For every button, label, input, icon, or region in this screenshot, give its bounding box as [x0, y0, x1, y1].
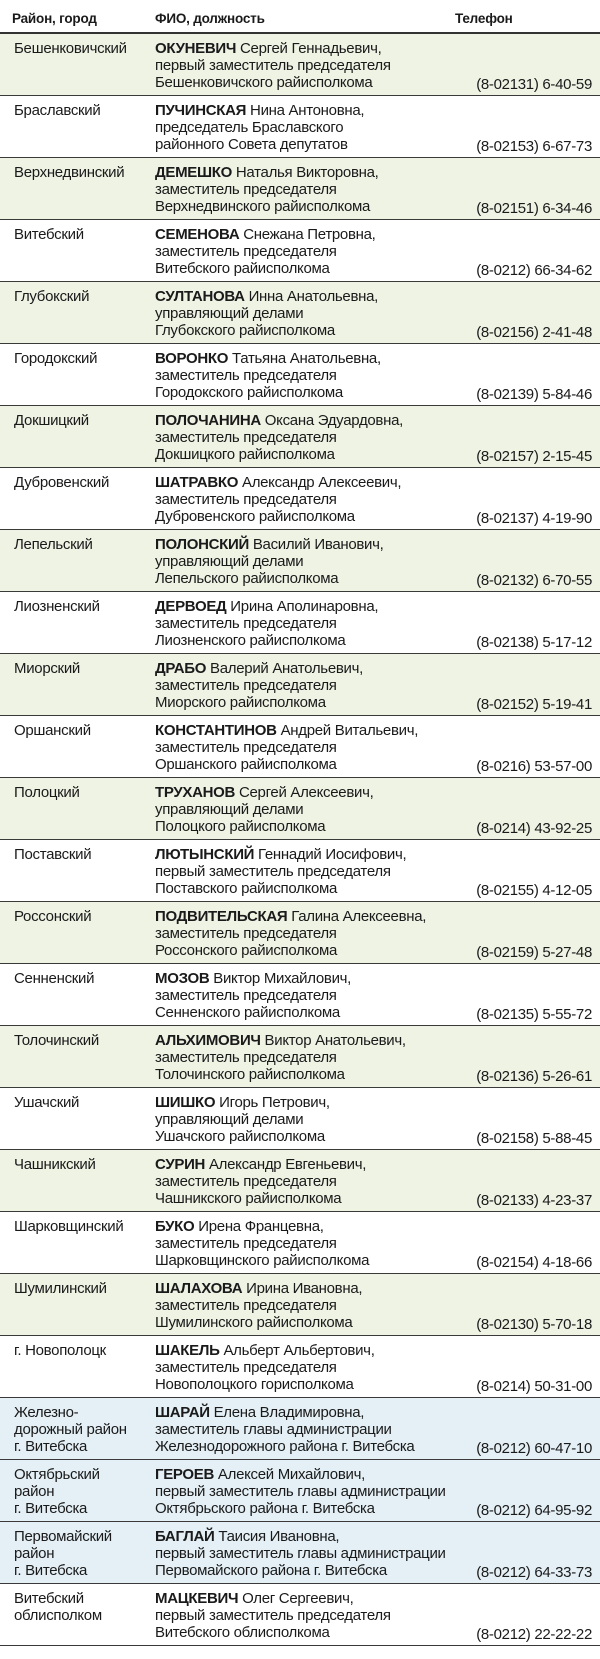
table-row: [0, 902, 600, 964]
position-line-1: заместитель председателя: [155, 1297, 337, 1314]
position-line-1: управляющий делами: [155, 1111, 304, 1128]
position-line-1: заместитель председателя: [155, 1235, 337, 1252]
position-line-1: председатель Браславского: [155, 119, 344, 136]
phone-cell: (8-02132) 6-70-55: [476, 572, 592, 589]
position-line-1: первый заместитель председателя: [155, 1607, 391, 1624]
person-given-name: Василий Иванович: [252, 536, 380, 553]
person-surname: ДРАБО: [155, 660, 207, 677]
district-cell: Первомайский район г. Витебска: [14, 1528, 112, 1579]
table-row: [0, 654, 600, 716]
person-cell: [155, 598, 455, 649]
district-cell: Октябрьский район г. Витебска: [14, 1466, 100, 1517]
phone-cell: (8-02137) 4-19-90: [476, 510, 592, 527]
district-cell: Витебский: [14, 226, 84, 243]
position-line-2: Лиозненского райисполкома: [155, 632, 346, 649]
district-cell: Толочинский: [14, 1032, 99, 1049]
district-cell: Полоцкий: [14, 784, 80, 801]
person-given-name: Игорь Петрович: [219, 1094, 326, 1111]
position-line-2: Городокского райисполкома: [155, 384, 343, 401]
table-row: [0, 1522, 600, 1584]
person-given-name: Галина Алексеевна: [291, 908, 423, 925]
person-cell: [155, 660, 455, 711]
person-cell: [155, 1094, 455, 1145]
position-line-2: Полоцкого райисполкома: [155, 818, 326, 835]
person-name: КОНСТАНТИНОВ Андрей Витальевич,: [155, 722, 419, 739]
person-name: БАГЛАЙ Таисия Ивановна,: [155, 1528, 340, 1545]
position-line-1: управляющий делами: [155, 801, 304, 818]
position-line-2: Чашникского райисполкома: [155, 1190, 342, 1207]
person-given-name: Елена Владимировна: [213, 1404, 361, 1421]
position-line-1: заместитель председателя: [155, 1173, 337, 1190]
position-line-2: Октябрьского района г. Витебска: [155, 1500, 375, 1517]
table-row: [0, 964, 600, 1026]
district-cell: Глубокский: [14, 288, 90, 305]
position-line-2: Витебского райисполкома: [155, 260, 330, 277]
person-cell: [155, 784, 455, 835]
phone-cell: (8-02131) 6-40-59: [476, 76, 592, 93]
position-line-1: первый заместитель председателя: [155, 57, 391, 74]
person-name: ОКУНЕВИЧ Сергей Геннадьевич,: [155, 40, 382, 57]
position-line-2: районного Совета депутатов: [155, 136, 348, 153]
person-given-name: Оксана Эдуардовна: [264, 412, 400, 429]
person-given-name: Ирена Францевна: [198, 1218, 320, 1235]
person-given-name: Ирина Ивановна: [246, 1280, 359, 1297]
district-cell: Браславский: [14, 102, 101, 119]
person-given-name: Андрей Витальевич: [280, 722, 415, 739]
person-given-name: Сергей Геннадьевич: [240, 40, 378, 57]
person-name: СЕМЕНОВА Снежана Петровна,: [155, 226, 376, 243]
phone-cell: (8-02152) 5-19-41: [476, 696, 592, 713]
district-cell: Миорский: [14, 660, 80, 677]
district-cell: Поставский: [14, 846, 92, 863]
district-cell: Шумилинский: [14, 1280, 107, 1297]
position-line-1: первый заместитель председателя: [155, 863, 391, 880]
person-given-name: Сергей Алексеевич: [238, 784, 370, 801]
position-line-2: Шарковщинского райисполкома: [155, 1252, 370, 1269]
person-name: ДЕМЕШКО Наталья Викторовна,: [155, 164, 379, 181]
table-row: [0, 406, 600, 468]
person-surname: СЕМЕНОВА: [155, 226, 240, 243]
person-surname: ШАКЕЛЬ: [155, 1342, 220, 1359]
person-surname: ВОРОНКО: [155, 350, 229, 367]
person-given-name: Алексей Михайлович: [217, 1466, 362, 1483]
person-surname: ПОДВИТЕЛЬСКАЯ: [155, 908, 288, 925]
person-given-name: Александр Алексеевич: [241, 474, 398, 491]
position-line-2: Глубокского райисполкома: [155, 322, 335, 339]
person-name: ШАЛАХОВА Ирина Ивановна,: [155, 1280, 363, 1297]
district-cell: Ушачский: [14, 1094, 80, 1111]
district-cell: Докшицкий: [14, 412, 89, 429]
table-body: [0, 34, 600, 1646]
position-line-2: Оршанского райисполкома: [155, 756, 337, 773]
position-line-2: Толочинского райисполкома: [155, 1066, 345, 1083]
table-row: [0, 530, 600, 592]
person-surname: ДЕМЕШКО: [155, 164, 232, 181]
person-surname: ШИШКО: [155, 1094, 216, 1111]
position-line-1: заместитель председателя: [155, 181, 337, 198]
position-line-2: Ушачского райисполкома: [155, 1128, 325, 1145]
position-line-1: заместитель председателя: [155, 739, 337, 756]
person-name: БУКО Ирена Францевна,: [155, 1218, 324, 1235]
table-row: [0, 1398, 600, 1460]
position-line-1: управляющий делами: [155, 553, 304, 570]
position-line-2: Бешенковичского райисполкома: [155, 74, 373, 91]
phone-cell: (8-02139) 5-84-46: [476, 386, 592, 403]
position-line-1: заместитель председателя: [155, 491, 337, 508]
position-line-1: заместитель председателя: [155, 367, 337, 384]
table-row: [0, 34, 600, 96]
phone-cell: (8-02155) 4-12-05: [476, 882, 592, 899]
person-name: ШАТРАВКО Александр Алексеевич,: [155, 474, 402, 491]
phone-cell: (8-0212) 64-33-73: [476, 1564, 592, 1581]
person-name: ПОЛОНСКИЙ Василий Иванович,: [155, 536, 384, 553]
phone-cell: (8-0214) 43-92-25: [476, 820, 592, 837]
phone-cell: (8-02157) 2-15-45: [476, 448, 592, 465]
table-row: [0, 1584, 600, 1646]
person-given-name: Валерий Анатольевич: [210, 660, 360, 677]
position-line-1: заместитель председателя: [155, 925, 337, 942]
position-line-2: Верхнедвинского райисполкома: [155, 198, 371, 215]
district-cell: Городокский: [14, 350, 98, 367]
person-surname: ЛЮТЫНСКИЙ: [155, 846, 255, 863]
district-cell: Бешенковичский: [14, 40, 127, 57]
person-cell: [155, 1218, 455, 1269]
position-line-2: Сенненского райисполкома: [155, 1004, 340, 1021]
person-name: МАЦКЕВИЧ Олег Сергеевич,: [155, 1590, 354, 1607]
person-cell: [155, 1156, 455, 1207]
district-cell: Дубровенский: [14, 474, 110, 491]
person-name: ВОРОНКО Татьяна Анатольевна,: [155, 350, 381, 367]
phone-cell: (8-02130) 5-70-18: [476, 1316, 592, 1333]
person-cell: [155, 970, 455, 1021]
phone-cell: (8-02154) 4-18-66: [476, 1254, 592, 1271]
person-cell: [155, 722, 455, 773]
person-cell: [155, 350, 455, 401]
person-given-name: Наталья Викторовна: [235, 164, 375, 181]
person-name: ШАРАЙ Елена Владимировна,: [155, 1404, 365, 1421]
position-line-2: Миорского райисполкома: [155, 694, 326, 711]
person-cell: [155, 288, 455, 339]
person-name: СУРИН Александр Евгеньевич,: [155, 1156, 367, 1173]
position-line-2: Железнодорожного района г. Витебска: [155, 1438, 415, 1455]
header-district: Район, город: [12, 11, 97, 26]
person-surname: ДЕРВОЕД: [155, 598, 227, 615]
position-line-2: Новополоцкого горисполкома: [155, 1376, 354, 1393]
position-line-2: Первомайского района г. Витебска: [155, 1562, 387, 1579]
person-name: ГЕРОЕВ Алексей Михайлович,: [155, 1466, 365, 1483]
position-line-2: Россонского райисполкома: [155, 942, 338, 959]
person-cell: [155, 412, 455, 463]
table-row: [0, 592, 600, 654]
district-cell: Россонский: [14, 908, 92, 925]
table-row: [0, 1460, 600, 1522]
person-surname: ТРУХАНОВ: [155, 784, 236, 801]
table-row: [0, 468, 600, 530]
person-given-name: Татьяна Анатольевна: [232, 350, 377, 367]
person-given-name: Снежана Петровна: [243, 226, 372, 243]
person-name: СУЛТАНОВА Инна Анатольевна,: [155, 288, 379, 305]
phone-cell: (8-0216) 53-57-00: [476, 758, 592, 775]
person-cell: [155, 226, 455, 277]
person-cell: [155, 1032, 455, 1083]
person-given-name: Таисия Ивановна: [218, 1528, 336, 1545]
table-row: [0, 716, 600, 778]
person-given-name: Александр Евгеньевич: [208, 1156, 363, 1173]
district-cell: Чашникский: [14, 1156, 96, 1173]
table-row: [0, 282, 600, 344]
phone-cell: (8-0212) 66-34-62: [476, 262, 592, 279]
person-given-name: Инна Анатольевна: [248, 288, 375, 305]
person-name: ДЕРВОЕД Ирина Аполинаровна,: [155, 598, 379, 615]
person-cell: [155, 40, 455, 91]
table-row: [0, 840, 600, 902]
person-cell: [155, 908, 455, 959]
person-name: АЛЬХИМОВИЧ Виктор Анатольевич,: [155, 1032, 406, 1049]
table-row: [0, 158, 600, 220]
person-surname: КОНСТАНТИНОВ: [155, 722, 277, 739]
phone-cell: (8-02135) 5-55-72: [476, 1006, 592, 1023]
person-given-name: Виктор Михайлович: [213, 970, 348, 987]
phone-cell: (8-02133) 4-23-37: [476, 1192, 592, 1209]
table-row: [0, 1026, 600, 1088]
phone-cell: (8-02159) 5-27-48: [476, 944, 592, 961]
table-row: [0, 96, 600, 158]
person-given-name: Олег Сергеевич: [242, 1590, 350, 1607]
person-surname: МАЦКЕВИЧ: [155, 1590, 239, 1607]
person-given-name: Альберт Альбертович: [223, 1342, 371, 1359]
phone-cell: (8-02136) 5-26-61: [476, 1068, 592, 1085]
district-cell: Лиозненский: [14, 598, 100, 615]
table-header: [0, 0, 600, 34]
person-name: ТРУХАНОВ Сергей Алексеевич,: [155, 784, 374, 801]
district-cell: г. Новополоцк: [14, 1342, 106, 1359]
position-line-2: Дубровенского райисполкома: [155, 508, 355, 525]
phone-cell: (8-02158) 5-88-45: [476, 1130, 592, 1147]
person-cell: [155, 1528, 455, 1579]
position-line-2: Докшицкого райисполкома: [155, 446, 335, 463]
table-row: [0, 1088, 600, 1150]
position-line-2: Поставского райисполкома: [155, 880, 338, 897]
person-given-name: Виктор Анатольевич: [264, 1032, 402, 1049]
phone-cell: (8-0212) 60-47-10: [476, 1440, 592, 1457]
position-line-2: Шумилинского райисполкома: [155, 1314, 353, 1331]
person-surname: ОКУНЕВИЧ: [155, 40, 237, 57]
position-line-1: заместитель председателя: [155, 677, 337, 694]
position-line-1: первый заместитель главы администрации: [155, 1545, 446, 1562]
person-name: ДРАБО Валерий Анатольевич,: [155, 660, 364, 677]
person-given-name: Ирина Аполинаровна: [230, 598, 375, 615]
person-surname: ПУЧИНСКАЯ: [155, 102, 247, 119]
person-surname: МОЗОВ: [155, 970, 210, 987]
person-cell: [155, 102, 455, 153]
position-line-1: первый заместитель главы администрации: [155, 1483, 446, 1500]
person-surname: СУЛТАНОВА: [155, 288, 245, 305]
person-surname: АЛЬХИМОВИЧ: [155, 1032, 261, 1049]
district-cell: Железно- дорожный район г. Витебска: [14, 1404, 127, 1455]
position-line-1: заместитель председателя: [155, 243, 337, 260]
person-surname: БАГЛАЙ: [155, 1528, 215, 1545]
person-given-name: Нина Антоновна: [250, 102, 361, 119]
person-cell: [155, 846, 455, 897]
phone-cell: (8-0212) 64-95-92: [476, 1502, 592, 1519]
header-name: ФИО, должность: [155, 11, 265, 26]
person-surname: ШАЛАХОВА: [155, 1280, 243, 1297]
table-row: [0, 1212, 600, 1274]
person-cell: [155, 1280, 455, 1331]
district-cell: Шарковщинский: [14, 1218, 124, 1235]
phone-cell: (8-02151) 6-34-46: [476, 200, 592, 217]
phone-cell: (8-02156) 2-41-48: [476, 324, 592, 341]
person-surname: ГЕРОЕВ: [155, 1466, 215, 1483]
district-cell: Витебский облисполком: [14, 1590, 102, 1624]
person-name: ПУЧИНСКАЯ Нина Антоновна,: [155, 102, 365, 119]
person-cell: [155, 1590, 455, 1641]
person-surname: ШАТРАВКО: [155, 474, 239, 491]
person-cell: [155, 1342, 455, 1393]
position-line-1: заместитель главы администрации: [155, 1421, 392, 1438]
district-cell: Лепельский: [14, 536, 93, 553]
district-cell: Верхнедвинский: [14, 164, 125, 181]
position-line-1: заместитель председателя: [155, 1359, 337, 1376]
person-cell: [155, 474, 455, 525]
position-line-1: заместитель председателя: [155, 429, 337, 446]
position-line-2: Витебского облисполкома: [155, 1624, 330, 1641]
table-row: [0, 220, 600, 282]
person-name: ЛЮТЫНСКИЙ Геннадий Иосифович,: [155, 846, 407, 863]
phone-cell: (8-02153) 6-67-73: [476, 138, 592, 155]
phone-cell: (8-0212) 22-22-22: [476, 1626, 592, 1643]
person-surname: ПОЛОНСКИЙ: [155, 536, 249, 553]
header-phone: Телефон: [455, 11, 513, 26]
district-cell: Оршанский: [14, 722, 91, 739]
position-line-1: заместитель председателя: [155, 615, 337, 632]
person-name: ШИШКО Игорь Петрович,: [155, 1094, 330, 1111]
table-row: [0, 1336, 600, 1398]
phone-cell: (8-02138) 5-17-12: [476, 634, 592, 651]
person-surname: БУКО: [155, 1218, 195, 1235]
person-given-name: Геннадий Иосифович: [258, 846, 403, 863]
table-row: [0, 344, 600, 406]
person-surname: ШАРАЙ: [155, 1404, 210, 1421]
position-line-1: заместитель председателя: [155, 1049, 337, 1066]
position-line-1: заместитель председателя: [155, 987, 337, 1004]
person-surname: ПОЛОЧАНИНА: [155, 412, 261, 429]
district-cell: Сенненский: [14, 970, 95, 987]
person-surname: СУРИН: [155, 1156, 206, 1173]
person-name: ПОДВИТЕЛЬСКАЯ Галина Алексеевна,: [155, 908, 427, 925]
person-name: ПОЛОЧАНИНА Оксана Эдуардовна,: [155, 412, 404, 429]
table-row: [0, 778, 600, 840]
table-row: [0, 1274, 600, 1336]
person-cell: [155, 536, 455, 587]
person-cell: [155, 1466, 455, 1517]
position-line-2: Лепельского райисполкома: [155, 570, 339, 587]
person-name: МОЗОВ Виктор Михайлович,: [155, 970, 352, 987]
table-row: [0, 1150, 600, 1212]
position-line-1: управляющий делами: [155, 305, 304, 322]
person-name: ШАКЕЛЬ Альберт Альбертович,: [155, 1342, 375, 1359]
person-cell: [155, 164, 455, 215]
phone-cell: (8-0214) 50-31-00: [476, 1378, 592, 1395]
person-cell: [155, 1404, 455, 1455]
